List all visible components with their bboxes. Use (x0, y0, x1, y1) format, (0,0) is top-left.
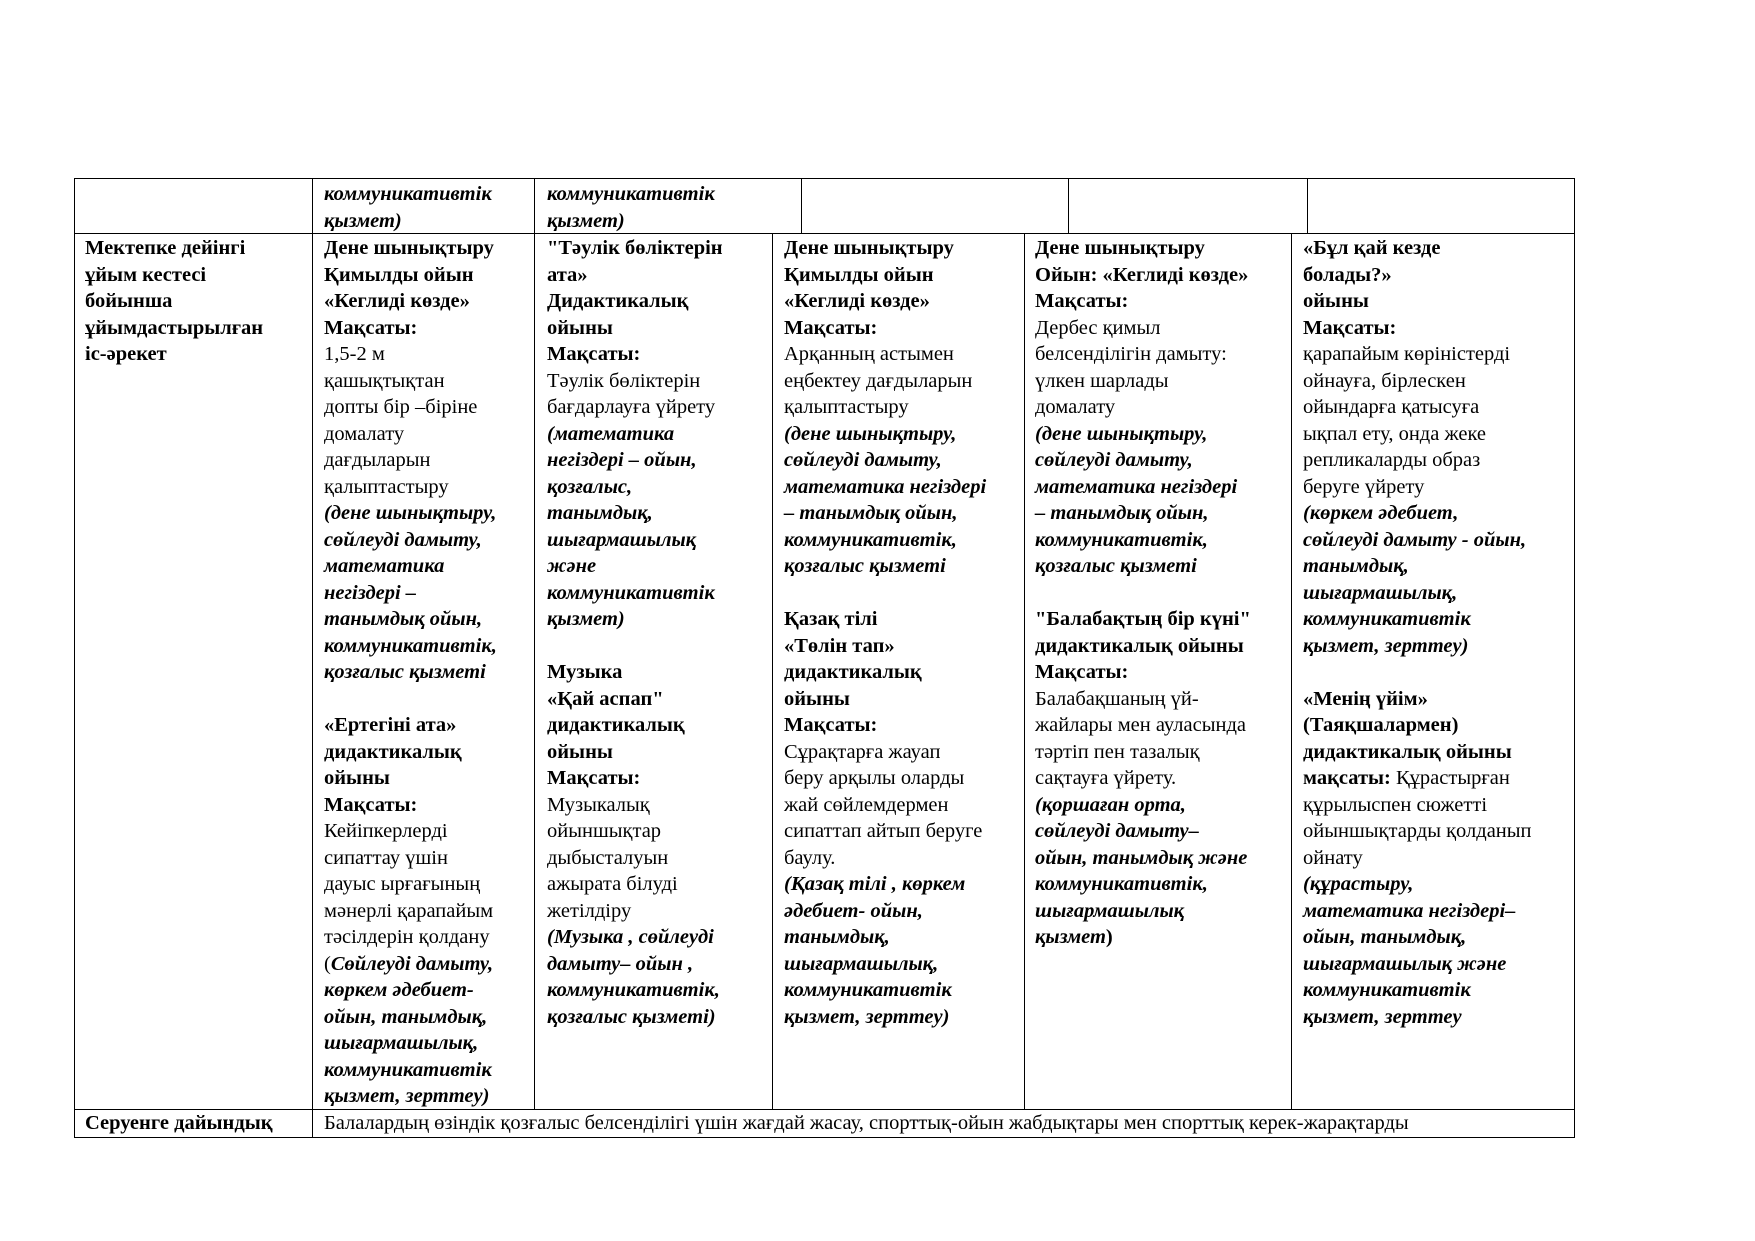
top-row-col3-text: коммуникативтік қызмет) (547, 183, 715, 232)
table-col-divider (1024, 233, 1025, 1110)
table-col-divider (1307, 178, 1308, 233)
walk-preparation-text: Балалардың өзіндік қозғалыс белсенділігі үшін жағдай жасау, спорттық-ойын жабдықтары мен спорттық керек-жарақтарды (324, 1112, 1409, 1134)
top-row-col2-text: коммуникативтік қызмет) (324, 183, 492, 232)
table-col-divider (312, 178, 313, 1138)
table-col-divider (772, 233, 773, 1110)
table-row-divider (74, 233, 1574, 234)
row-label-organized-activity: Мектепке дейінгі ұйым кестесі бойынша ұйымдастырылған іс-әрекет (85, 237, 264, 365)
table-col-divider (1068, 178, 1069, 233)
table-border-left (74, 178, 75, 1138)
table-border-right (1574, 178, 1575, 1138)
table-col-divider (534, 178, 535, 1110)
table-border-top (74, 178, 1574, 179)
table-col-divider (801, 178, 802, 233)
table-border-bottom (74, 1137, 1574, 1138)
cell-col4-activities: Дене шынықтыру Қимылды ойын «Кеглиді көзде» Мақсаты: Арқанның астымен еңбектеу дағдыларын қалыптастыру (дене шынықтыру, сөйлеуді дамыту, математика негіздері – танымдық ойын, коммуникативтік, қозғалыс қызметі Қазақ тілі «Төлін тап» дидактикалық ойыны Мақсаты: Сұрақтарға жауап беру арқылы оларды жай сөйлемдермен сипаттап айтып беруге баулу. (Қазақ тілі , көркем әдебиет- ойын, танымдық, шығармашылық, коммуникативтік қызмет, зерттеу) (784, 237, 987, 1028)
table-col-divider (1291, 233, 1292, 1110)
cell-col5-activities: Дене шынықтыру Ойын: «Кеглиді көзде» Мақсаты: Дербес қимыл белсенділігін дамыту: үлкен шарлады домалату (дене шынықтыру, сөйлеуді дамыту, математика негіздері – танымдық ойын, коммуникативтік, қозғалыс қызметі "Балабақтың бір күні" дидактикалық ойыны Мақсаты: Балабақшаның үй- жайлары мен ауласында тәртіп пен тазалық сақтауға үйрету. (қоршаған орта, сөйлеуді дамыту– ойын, танымдық және коммуникативтік, шығармашылық қызмет) (1035, 237, 1251, 948)
cell-col6-activities: «Бұл қай кезде болады?» ойыны Мақсаты: қарапайым көріністерді ойнауға, бірлескен ойындарға қатысуға ықпал ету, онда жеке репликаларды образ беруге үйрету (көркем әдебиет, сөйлеуді дамыту - ойын, танымдық, шығармашылық, коммуникативтік қызмет, зерттеу) «Менің үйім» (Таяқшалармен) дидактикалық ойыны мақсаты: Құрастырған құрылыспен сюжетті ойыншықтарды қолданып ойнату (құрастыру, математика негіздері– ойын, танымдық, шығармашылық және коммуникативтік қызмет, зерттеу (1303, 237, 1532, 1028)
cell-col3-activities: "Тәулік бөліктерін ата» Дидактикалық ойыны Мақсаты: Тәулік бөліктерін бағдарлауға үйрету (математика негіздері – ойын, қозғалыс, танымдық, шығармашылық және коммуникативтік қызмет) Музыка «Қай аспап" дидактикалық ойыны Мақсаты: Музыкалық ойыншықтар дыбысталуын ажырата білуді жетілдіру (Музыка , сөйлеуді дамыту– ойын , коммуникативтік, қозғалыс қызметі) (547, 237, 723, 1028)
row-label-walk-preparation: Серуенге дайындық (85, 1112, 273, 1134)
cell-col2-activities: Дене шынықтыру Қимылды ойын «Кеглиді көзде» Мақсаты: 1,5-2 м қашықтықтан допты бір –біріне домалату дағдыларын қалыптастыру (дене шынықтыру, сөйлеуді дамыту, математика негіздері – танымдық ойын, коммуникативтік, қозғалыс қызметі «Ертегіні ата» дидактикалық ойыны Мақсаты: Кейіпкерлерді сипаттау үшін дауыс ырғағының мәнерлі қарапайым тәсілдерін қолдану (Сөйлеуді дамыту, көркем әдебиет- ойын, танымдық, шығармашылық, коммуникативтік қызмет, зерттеу) (324, 237, 497, 1107)
